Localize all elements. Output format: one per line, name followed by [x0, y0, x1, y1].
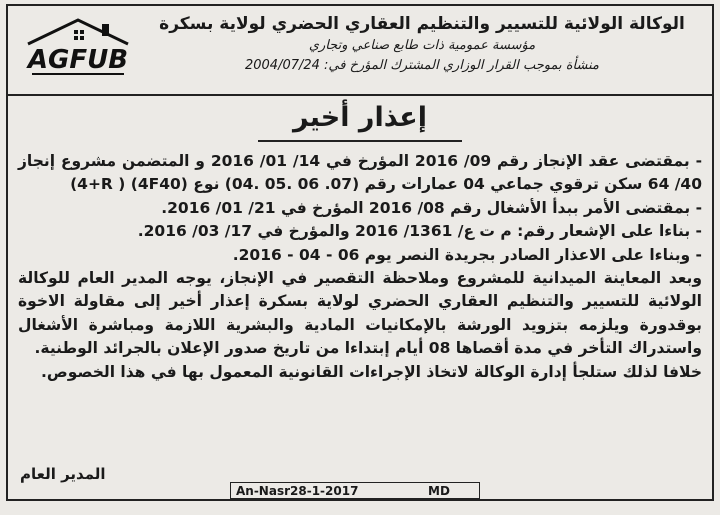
signature: المدير العام [20, 465, 106, 483]
agency-name: الوكالة الولائية للتسيير والتنظيم العقاري الحضري لولاية بسكرة [159, 14, 685, 34]
footer-source: An-Nasr28-1-2017 [236, 484, 359, 498]
paragraph-order: - بمقتضى الأمر ببدأ الأشغال رقم 08/ 2016 المؤرخ في 21/ 01/ 2016. [161, 198, 702, 217]
agency-block [142, 12, 702, 76]
notice-frame [6, 4, 714, 501]
paragraph-notification: - بناءا على الإشعار رقم: م ت ع/ 1361/ 2016 والمؤرخ في 17/ 03/ 2016. [137, 222, 702, 241]
notice-header [8, 6, 712, 96]
title-underline [258, 140, 462, 142]
footer-code: MD [428, 484, 450, 498]
house-logo-icon [22, 16, 134, 88]
paragraph-closing: خلافا لذلك ستلجأ إدارة الوكالة لاتخاذ الإجراءات القانونية المعمول بها في هذا الخصوص. [40, 362, 702, 381]
logo-text: AGFUB [27, 45, 129, 75]
notice-body [18, 150, 702, 384]
footer [10, 482, 610, 502]
paragraph-contract: - بمقتضى عقد الإنجاز رقم 09/ 2016 المؤرخ في 14/ 01/ 2016 و المتضمن مشروع إنجاز 40/ 64 سكن ترقوي جماعي 04 عمارات رقم (07. 06 .05 .04) نوع (4F40) ( 4+R) [18, 152, 703, 194]
notice-title: إعذار أخير [292, 102, 428, 133]
paragraph-main: وبعد المعاينة الميدانية للمشروع وملاحظة التقصير في الإنجاز، يوجه المدير العام للوكالة الولائية للتسيير والتنظيم العقاري الحضري لولاية بسكرة إعذار أخير إلى مقاولة الاخوة بوقدورة ويلزمه بتزويد الورشة بالإمكانيات المادية والبشرية اللازمة ومباشرة الأشغال واستدراك التأخر في مدة أقصاها 08 أيام إبتداءا من تاريخ صدور الإعلان بالجرائد الوطنية. [18, 269, 702, 358]
agency-type: مؤسسة عمومية ذات طابع صناعي وتجاري [308, 38, 536, 53]
paragraph-first-notice: - وبناءا على الاعذار الصادر بجريدة النصر يوم 06 - 04 - 2016. [232, 245, 702, 264]
agency-decree: منشأة بموجب القرار الوزاري المشترك المؤرخ في: 2004/07/24 [244, 58, 599, 73]
